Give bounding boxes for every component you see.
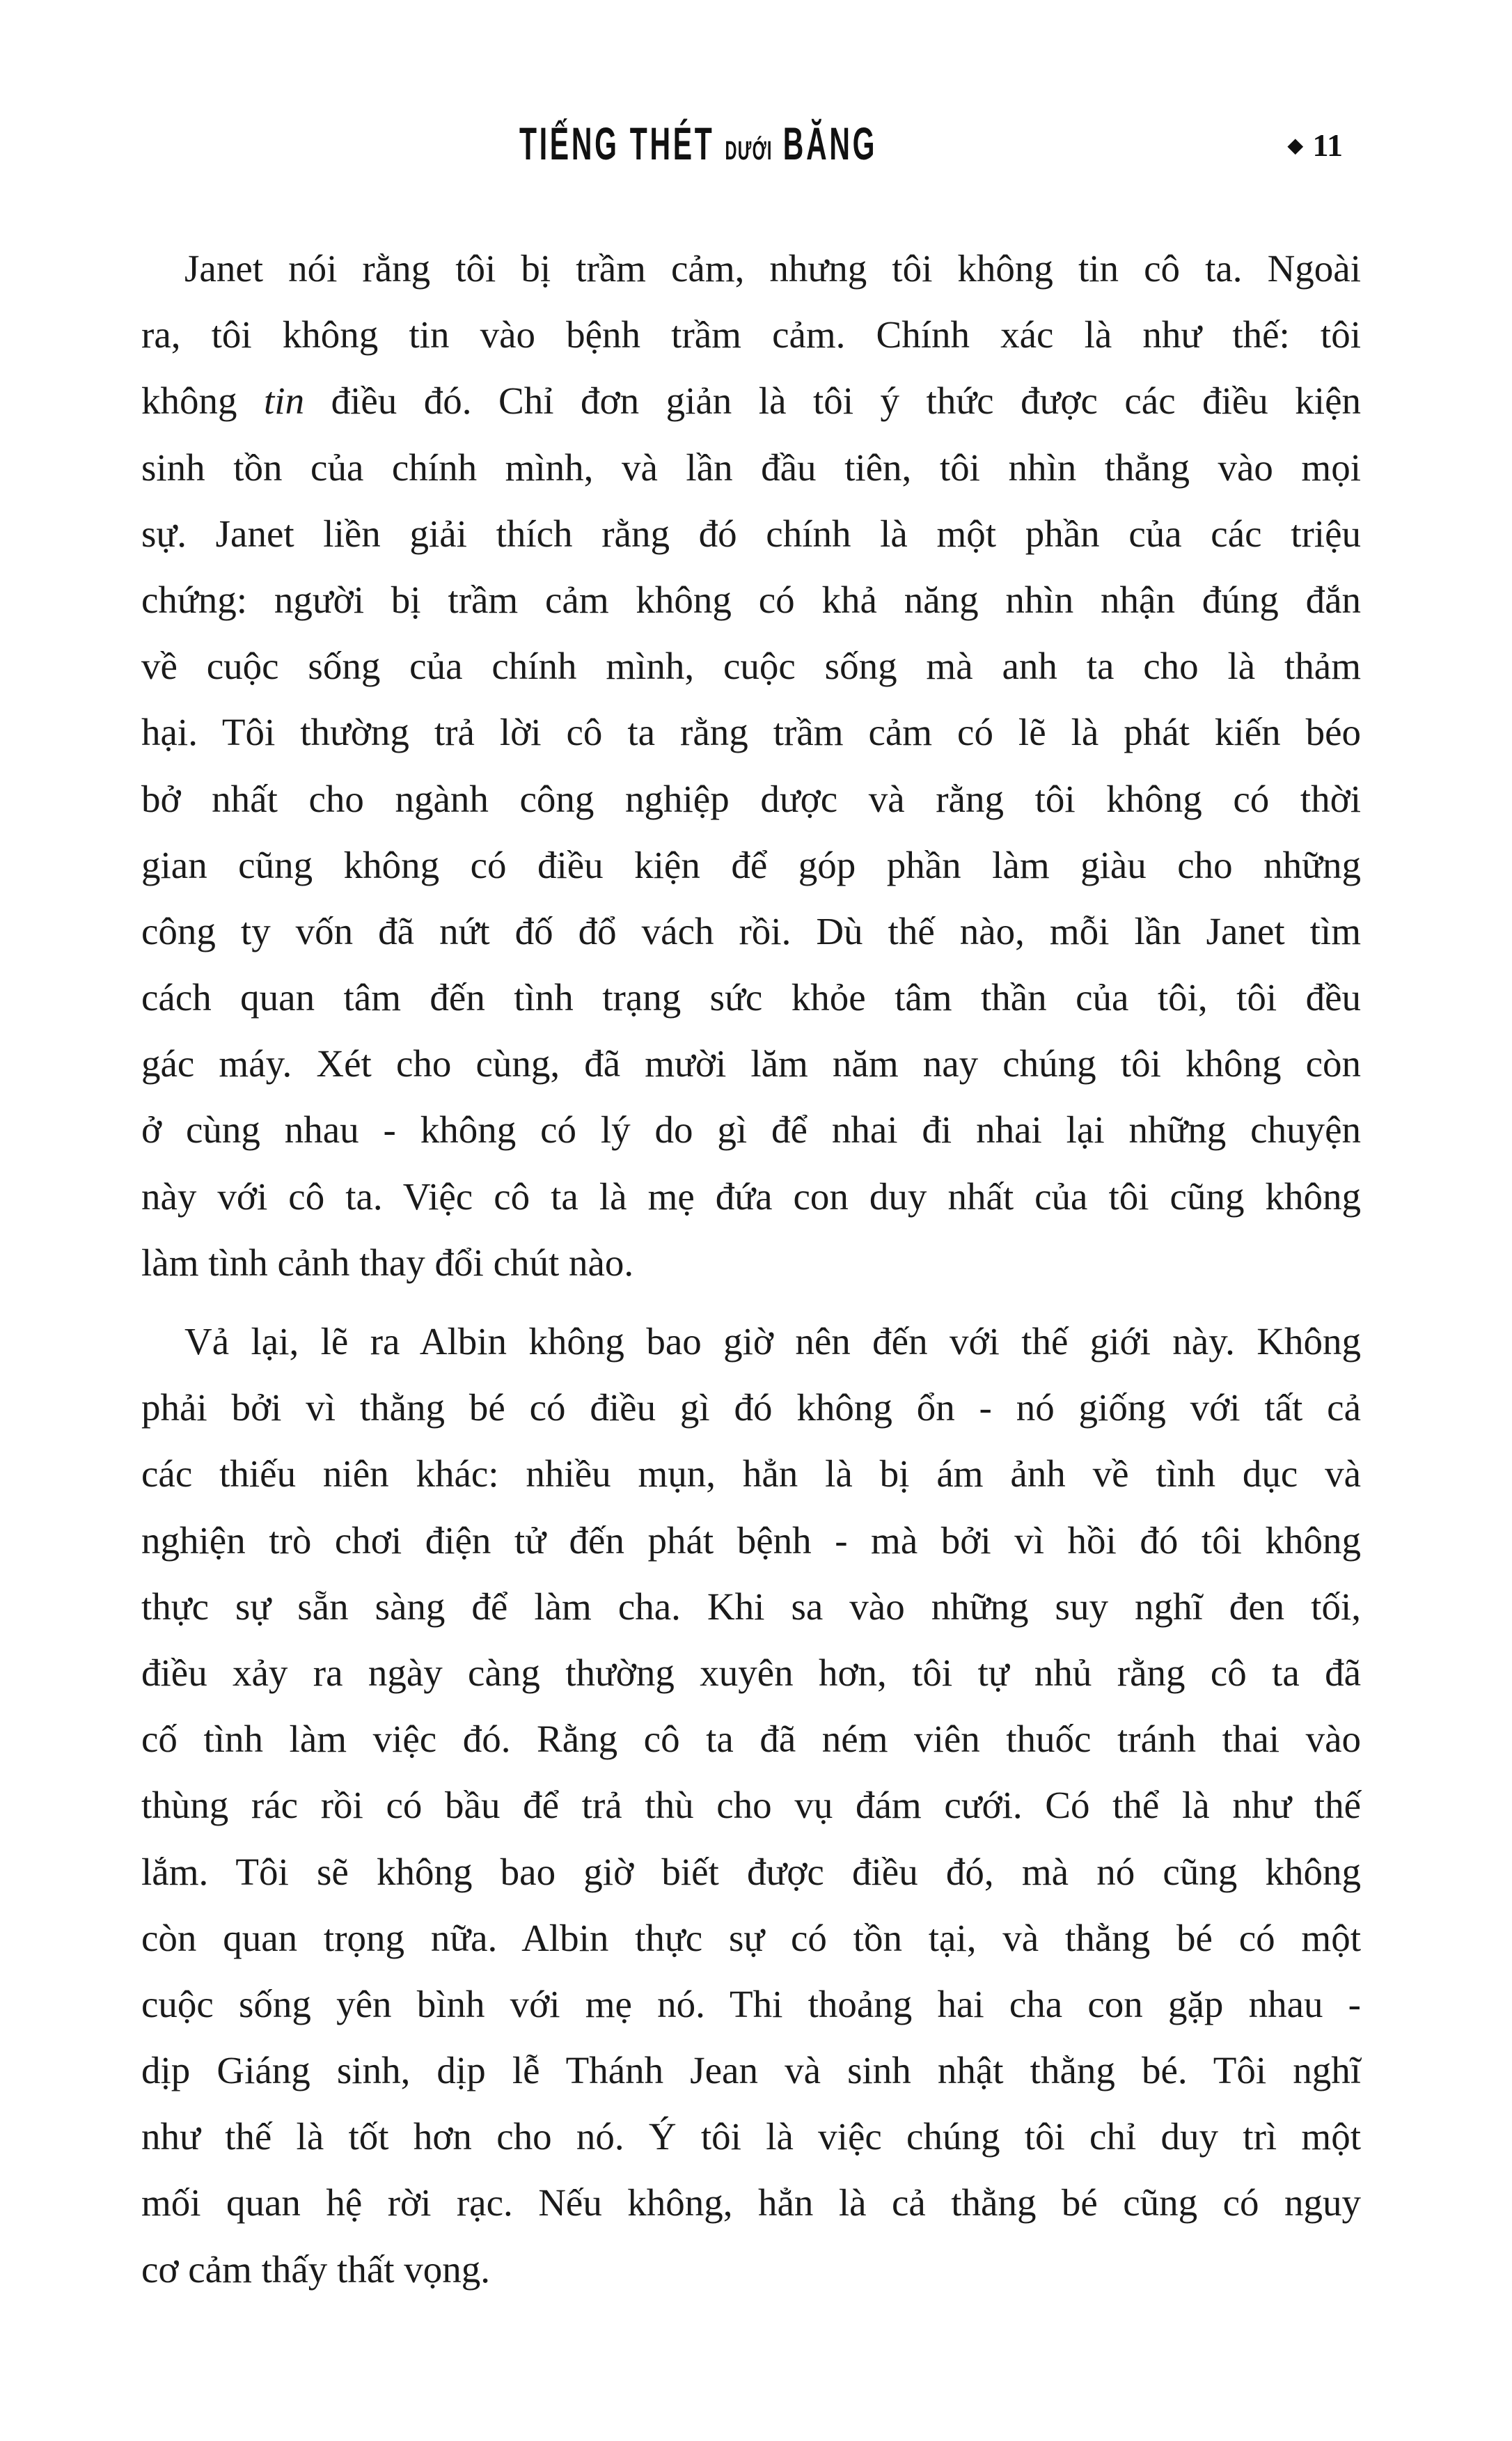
text-line: này với cô ta. Việc cô ta là mẹ đứa con duy nhất của tôi cũng không [141, 1175, 1361, 1218]
text-line: dịp Giáng sinh, dịp lễ Thánh Jean và sinh nhật thằng bé. Tôi nghĩ [141, 2049, 1361, 2092]
page-body [141, 235, 1361, 2302]
text-line: thùng rác rồi có bầu để trả thù cho vụ đám cưới. Có thể là như thế [141, 1784, 1361, 1827]
running-header [0, 117, 1512, 180]
text-line: làm tình cảnh thay đổi chút nào. [141, 1241, 634, 1284]
page-number [1288, 127, 1343, 164]
text-line: lắm. Tôi sẽ không bao giờ biết được điều đó, mà nó cũng không [141, 1850, 1361, 1893]
text-line: Vả lại, lẽ ra Albin không bao giờ nên đến với thế giới này. Không [184, 1320, 1361, 1363]
text-line: các thiếu niên khác: nhiều mụn, hẳn là bị ám ảnh về tình dục và [141, 1452, 1361, 1496]
text-line: bở nhất cho ngành công nghiệp dược và rằng tôi không có thời [141, 777, 1361, 820]
text-line: gác máy. Xét cho cùng, đã mười lăm năm nay chúng tôi không còn [141, 1042, 1361, 1085]
book-title-small: DƯỚI [725, 136, 773, 166]
text-line: chứng: người bị trầm cảm không có khả năng nhìn nhận đúng đắn [141, 578, 1361, 621]
text-line: ở cùng nhau - không có lý do gì để nhai đi nhai lại những chuyện [141, 1108, 1361, 1152]
text-line: phải bởi vì thằng bé có điều gì đó không ổn - nó giống với tất cả [141, 1386, 1361, 1429]
text-line: gian cũng không có điều kiện để góp phần làm giàu cho những [141, 843, 1361, 886]
page-number-value: 11 [1312, 127, 1344, 163]
text-line: như thế là tốt hơn cho nó. Ý tôi là việc chúng tôi chỉ duy trì một [141, 2115, 1361, 2158]
text-line: cố tình làm việc đó. Rằng cô ta đã ném viên thuốc tránh thai vào [141, 1718, 1361, 1761]
text-line: về cuộc sống của chính mình, cuộc sống mà anh ta cho là thảm [141, 645, 1361, 688]
text-line: Janet nói rằng tôi bị trầm cảm, nhưng tôi không tin cô ta. Ngoài [184, 247, 1361, 290]
text-line: ra, tôi không tin vào bệnh trầm cảm. Chính xác là như thế: tôi [141, 313, 1361, 356]
book-title [519, 117, 877, 170]
text-segment: không [141, 379, 265, 423]
text-line: thực sự sẵn sàng để làm cha. Khi sa vào những suy nghĩ đen tối, [141, 1585, 1361, 1628]
text-line: mối quan hệ rời rạc. Nếu không, hẳn là cả thằng bé cũng có nguy [141, 2181, 1361, 2224]
text-line: điều xảy ra ngày càng thường xuyên hơn, tôi tự nhủ rằng cô ta đã [141, 1651, 1361, 1694]
text-line: cách quan tâm đến tình trạng sức khỏe tâm thần của tôi, tôi đều [141, 976, 1361, 1019]
text-line: còn quan trọng nữa. Albin thực sự có tồn tại, và thằng bé có một [141, 1916, 1361, 1959]
text-line: sự. Janet liền giải thích rằng đó chính là một phần của các triệu [141, 512, 1361, 555]
text-line: nghiện trò chơi điện tử đến phát bệnh - mà bởi vì hồi đó tôi không [141, 1518, 1361, 1562]
text-line: sinh tồn của chính mình, và lần đầu tiên, tôi nhìn thẳng vào mọi [141, 446, 1361, 489]
diamond-bullet-icon: ◆ [1288, 135, 1303, 157]
text-line: hại. Tôi thường trả lời cô ta rằng trầm cảm có lẽ là phát kiến béo [141, 711, 1361, 754]
italic-word: tin [264, 379, 305, 423]
book-title-part2: BĂNG [782, 118, 878, 169]
text-line [141, 368, 1361, 434]
text-line: cuộc sống yên bình với mẹ nó. Thi thoảng hai cha con gặp nhau - [141, 1982, 1361, 2025]
text-line: cơ cảm thấy thất vọng. [141, 2247, 491, 2291]
text-segment: điều đó. Chỉ đơn giản là tôi ý thức được các điều kiện [304, 379, 1362, 423]
paragraph [141, 1308, 1361, 2302]
paragraph [141, 235, 1361, 1296]
text-line: công ty vốn đã nứt đố đổ vách rồi. Dù thế nào, mỗi lần Janet tìm [141, 909, 1361, 952]
book-title-part1: TIẾNG THÉT [519, 118, 715, 169]
